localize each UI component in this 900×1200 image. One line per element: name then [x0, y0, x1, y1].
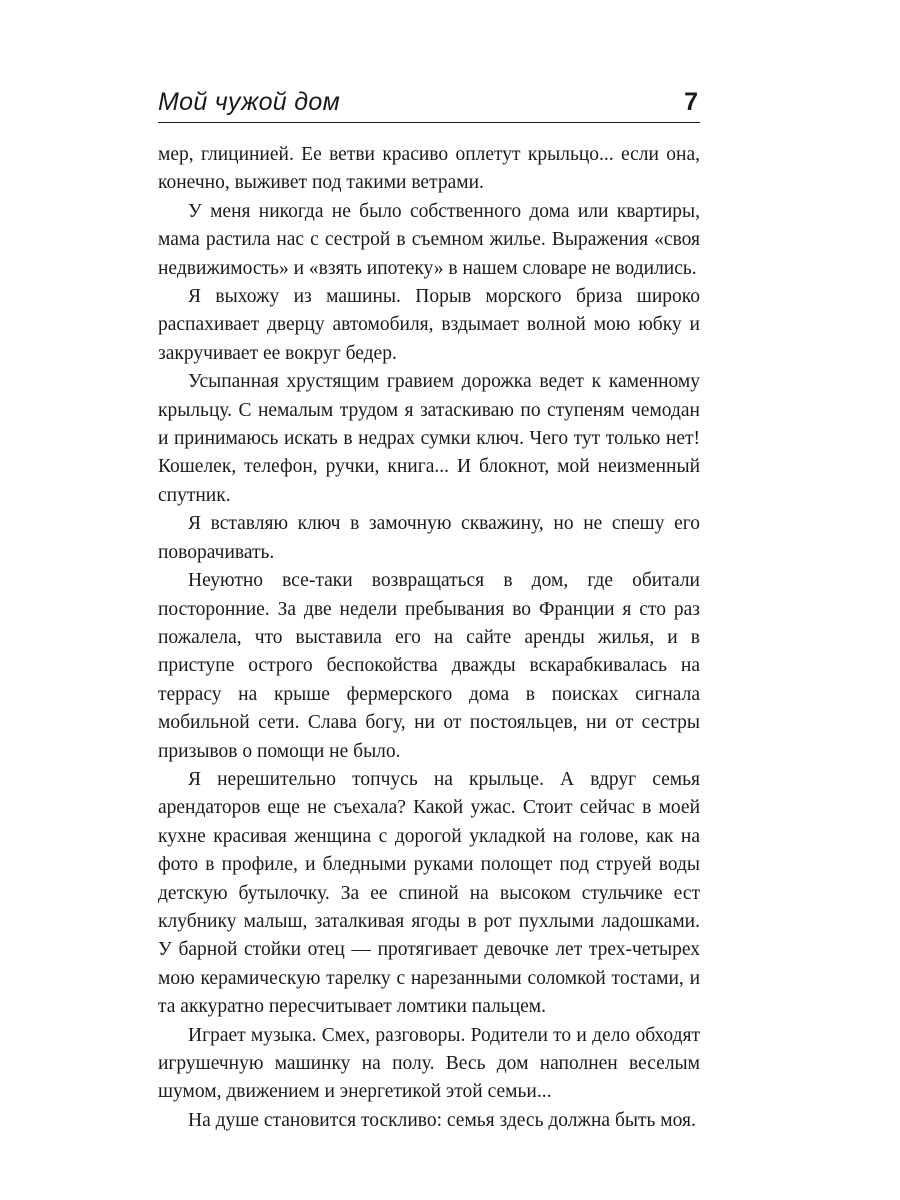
running-header: [158, 84, 700, 123]
paragraph: Усыпанная хрустящим гравием дорожка ведет к каменному крыльцу. С немалым трудом я затаскиваю по ступеням чемодан и принимаюсь искать в недрах сумки ключ. Чего тут только нет! Кошелек, телефон, ручки, книга... И блокнот, мой неизменный спутник.: [158, 371, 700, 506]
page-number: 7: [684, 88, 698, 116]
paragraph: Играет музыка. Смех, разговоры. Родители то и дело обходят игрушечную машинку на полу. Весь дом наполнен веселым шумом, движением и энергетикой этой семьи...: [158, 1024, 700, 1103]
body-text: [158, 141, 700, 1135]
paragraph: Я нерешительно топчусь на крыльце. А вдруг семья арендаторов еще не съехала? Какой ужас. Стоит сейчас в моей кухне красивая женщина с дорогой укладкой на голове, как на фото в профиле, и бледными руками полощет под струей воды детскую бутылочку. За ее спиной на высоком стульчике ест клубнику малыш, заталкивая ягоды в рот пухлыми ладошками. У барной стойки отец — протягивает девочке лет трех-четырех мою керамическую тарелку с нарезанными соломкой тостами, и та аккуратно пересчитывает ломтики пальцем.: [158, 768, 700, 1018]
paragraph: На душе становится тоскливо: семья здесь должна быть моя.: [188, 1109, 696, 1131]
paragraph: мер, глицинией. Ее ветви красиво оплетут крыльцо... если она, конечно, выживет под такими ветрами.: [158, 144, 700, 194]
paragraph: Я вставляю ключ в замочную скважину, но не спешу его поворачивать.: [158, 513, 700, 563]
paragraph: Я выхожу из машины. Порыв морского бриза широко распахивает дверцу автомобиля, вздымает волной мою юбку и закручивает ее вокруг бедер.: [158, 286, 700, 364]
book-page: [158, 84, 700, 1135]
running-title: Мой чужой дом: [158, 88, 341, 116]
paragraph: У меня никогда не было собственного дома или квартиры, мама растила нас с сестрой в съемном жилье. Выражения «своя недвижимость» и «взять ипотеку» в нашем словаре не водились.: [158, 200, 700, 279]
paragraph: Неуютно все-таки возвращаться в дом, где обитали посторонние. За две недели пребывания во Франции я сто раз пожалела, что выставила его на сайте аренды жилья, и в приступе острого беспокойства дважды вскарабкивалась на террасу на крыше фермерского дома в поисках сигнала мобильной сети. Слава богу, ни от постояльцев, ни от сестры призывов о помощи не было.: [158, 570, 700, 762]
